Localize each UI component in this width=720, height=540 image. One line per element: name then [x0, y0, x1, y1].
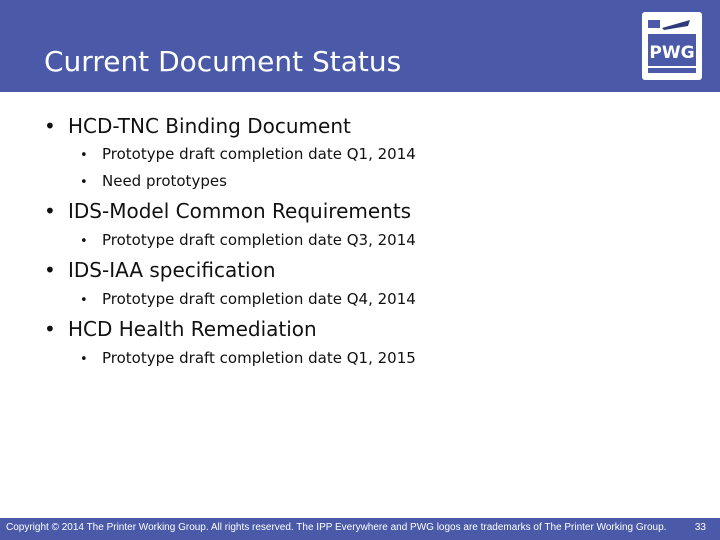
bullet-icon: • — [44, 317, 56, 341]
page-number: 33 — [694, 522, 706, 533]
bullet-icon: • — [44, 114, 56, 138]
bullet-text: Prototype draft completion date Q3, 2014 — [102, 231, 416, 249]
bullet-text: Prototype draft completion date Q1, 2014 — [102, 145, 416, 163]
bullet-icon: • — [80, 234, 88, 249]
pwg-logo-icon — [642, 12, 702, 80]
slide-header — [0, 0, 720, 92]
bullet-level2 — [80, 349, 416, 367]
bullet-level2 — [80, 290, 416, 308]
bullet-icon: • — [80, 352, 88, 367]
bullet-level2 — [80, 172, 227, 190]
bullet-text: IDS-IAA specification — [68, 258, 276, 282]
copyright-notice: Copyright © 2014 The Printer Working Group. All rights reserved. The IPP Everywhere and PWG logos are trademarks of The Printer Working Group. — [6, 522, 667, 533]
bullet-level1 — [44, 258, 276, 282]
bullet-text: IDS-Model Common Requirements — [68, 199, 412, 223]
bullet-icon: • — [80, 175, 88, 190]
bullet-level1 — [44, 114, 351, 138]
slide-title: Current Document Status — [44, 45, 402, 78]
bullet-text: HCD-TNC Binding Document — [68, 114, 351, 138]
bullet-icon: • — [44, 258, 56, 282]
bullet-level1 — [44, 199, 411, 223]
bullet-text: HCD Health Remediation — [68, 317, 317, 341]
bullet-level2 — [80, 231, 416, 249]
bullet-text: Prototype draft completion date Q4, 2014 — [102, 290, 416, 308]
logo-text: PWG — [649, 43, 695, 63]
slide-footer — [0, 518, 720, 540]
bullet-text: Prototype draft completion date Q1, 2015 — [102, 349, 416, 367]
bullet-text: Need prototypes — [102, 172, 227, 190]
bullet-icon: • — [44, 199, 56, 223]
bullet-icon: • — [80, 148, 88, 163]
bullet-level1 — [44, 317, 317, 341]
bullet-icon: • — [80, 293, 88, 308]
bullet-level2 — [80, 145, 416, 163]
